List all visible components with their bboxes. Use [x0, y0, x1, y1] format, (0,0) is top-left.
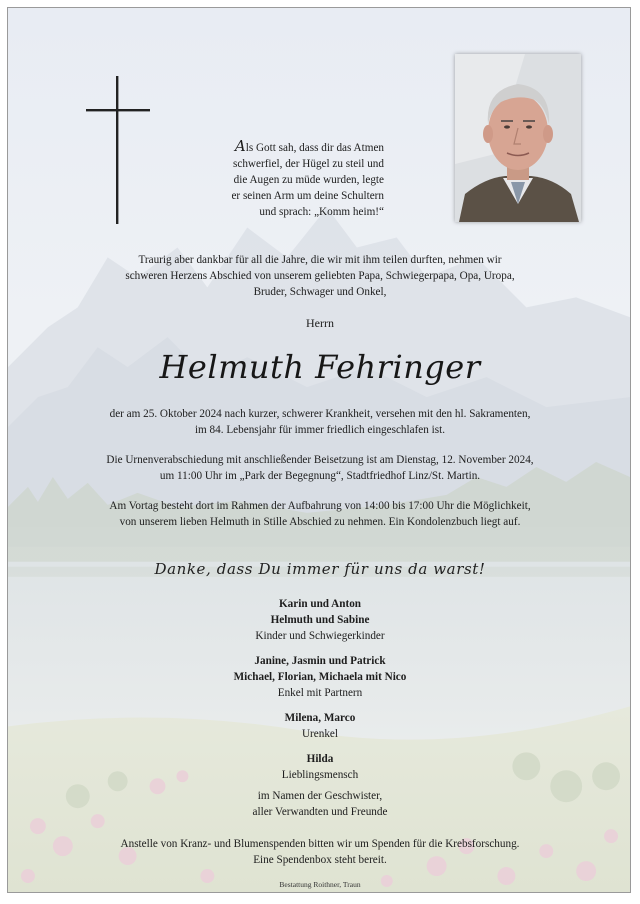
- intro-text: [8, 252, 631, 300]
- mourner-relation: Urenkel: [301, 728, 339, 740]
- mourner-names: Milena, Marco: [284, 712, 356, 724]
- cross-icon: [86, 76, 152, 224]
- funeral-line: Die Urnenverabschiedung mit anschließender Beisetzung ist am Dienstag, 12. November 2024,: [106, 454, 534, 466]
- poem-line: schwerfiel, der Hügel zu steil und: [233, 158, 384, 170]
- viewing-line: Am Vortag besteht dort im Rahmen der Aufbahrung von 14:00 bis 17:00 Uhr die Möglichkeit,: [109, 500, 531, 512]
- poem-line: und sprach: „Komm heim!“: [259, 206, 384, 218]
- viewing-line: von unserem lieben Helmuth in Stille Abschied zu nehmen. Ein Kondolenzbuch liegt auf.: [119, 516, 521, 528]
- closing-line: im Namen der Geschwister,: [257, 790, 383, 802]
- mourner-group: [8, 710, 631, 742]
- mourner-names: Hilda: [306, 753, 334, 765]
- portrait-photo: [455, 54, 581, 222]
- closing-line: aller Verwandten und Freunde: [252, 806, 388, 818]
- mourner-names: Karin und Anton: [278, 598, 362, 610]
- mourner-names: Janine, Jasmin und Patrick: [254, 655, 386, 667]
- death-line: im 84. Lebensjahr für immer friedlich eingeschlafen ist.: [194, 424, 446, 436]
- poem-line: Als Gott sah, dass dir das Atmen: [234, 137, 384, 155]
- intro-line: schweren Herzens Abschied von unserem geliebten Papa, Schwiegerpapa, Opa, Uropa,: [125, 270, 515, 282]
- poem-initial: A: [234, 137, 246, 155]
- viewing-paragraph: [8, 498, 631, 530]
- portrait-image: [455, 54, 581, 222]
- obituary-sheet: [7, 7, 631, 893]
- donation-line: Anstelle von Kranz- und Blumenspenden bitten wir um Spenden für die Krebsforschung.: [120, 838, 520, 850]
- funeral-line: um 11:00 Uhr im „Park der Begegnung“, Stadtfriedhof Linz/St. Martin.: [159, 470, 481, 482]
- mourners-list: [8, 596, 631, 792]
- mourner-relation: Kinder und Schwiegerkinder: [255, 630, 385, 642]
- deceased-name: Helmuth Fehringer: [159, 348, 481, 386]
- salutation: Herrn: [306, 316, 334, 330]
- intro-line: Traurig aber dankbar für all die Jahre, die wir mit ihm teilen durften, nehmen wir: [138, 254, 502, 266]
- closing-text: [8, 788, 631, 820]
- funeral-paragraph: [8, 452, 631, 484]
- poem-line: er seinen Arm um deine Schultern: [231, 190, 384, 202]
- donation-line: Eine Spendenbox steht bereit.: [253, 854, 387, 866]
- undertaker-credit: Bestattung Roithner, Traun: [279, 880, 361, 889]
- mourner-relation: Lieblingsmensch: [281, 769, 359, 781]
- death-paragraph: [8, 406, 631, 438]
- mourner-group: [8, 596, 631, 644]
- poem-line: die Augen zu müde wurden, legte: [233, 174, 384, 186]
- intro-line: Bruder, Schwager und Onkel,: [253, 286, 387, 298]
- poem: [188, 138, 384, 220]
- mourner-names: Michael, Florian, Michaela mit Nico: [233, 671, 407, 683]
- mourner-relation: Enkel mit Partnern: [277, 687, 363, 699]
- thanks-line: Danke, dass Du immer für uns da warst!: [154, 560, 486, 578]
- mourner-group: [8, 751, 631, 783]
- death-line: der am 25. Oktober 2024 nach kurzer, schwerer Krankheit, versehen mit den hl. Sakramenten,: [109, 408, 531, 420]
- mourner-group: [8, 653, 631, 701]
- donation-note: [8, 836, 631, 868]
- mourner-names: Helmuth und Sabine: [270, 614, 370, 626]
